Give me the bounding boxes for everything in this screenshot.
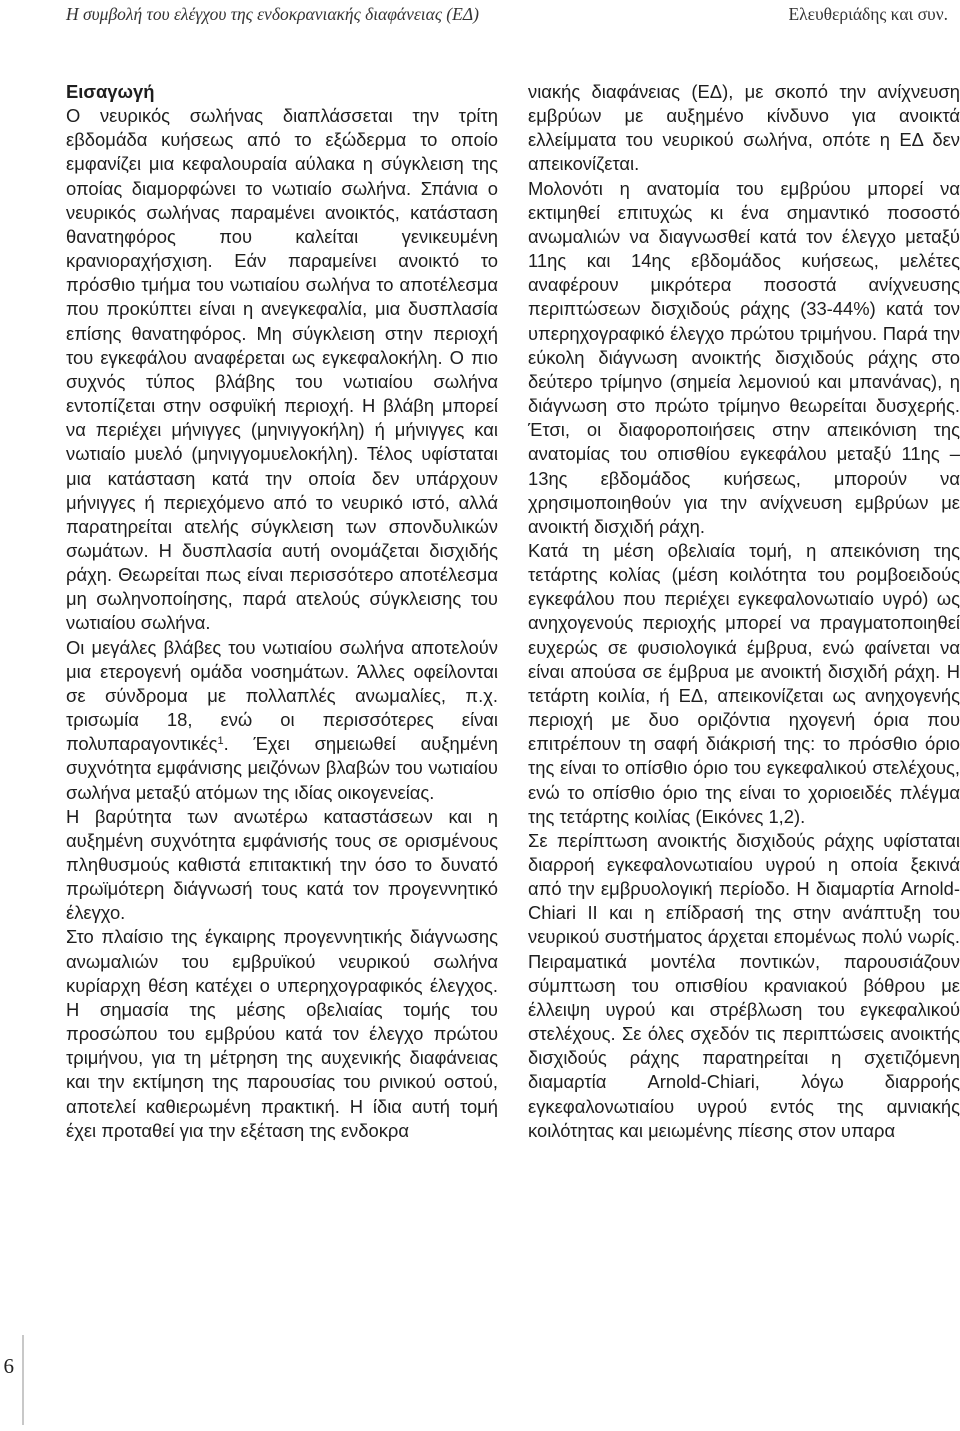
paragraph — [66, 636, 498, 805]
citation-superscript: 1 — [217, 735, 224, 748]
paragraph: Ο νευρικός σωλήνας διαπλάσσεται την τρίτη εβδομάδα κυήσεως από το εξώδερμα το οποίο εμφανίζει μια κεφαλουραία αύλακα η σύγκλειση της οποίας διαμορφώνει το νωτιαίο σωλήνα. Σπάνια ο νευρικός σωλήνας παραμένει ανοικτός, κατάσταση θανατηφόρος που καλείται γενικευμένη κρανιοραχήσχιση. Εάν παραμείνει ανοικτό το πρόσθιο τμήμα του νωτιαίου σωλήνα το αποτέλεσμα που προκύπτει είναι η ανεγκεφαλία, μια δυσπλασία επίσης θανατηφόρος. Μη σύγκλειση στην περιοχή του εγκεφάλου αναφέρεται ως εγκεφαλοκήλη. Ο πιο συχνός τύπος βλάβης του νωτιαίου σωλήνα εντοπίζεται στην οσφυϊκή περιοχή. Η βλάβη μπορεί να περιέχει μήνιγγες (μηνιγγοκήλη) ή μήνιγγες και νωτιαίο μυελό (μηνιγγομυελοκήλη). Τέλος υφίσταται μια κατάσταση κατά την οποία δεν υπάρχουν μήνιγγες ή περιεχόμενο από το νευρικό ιστό, αλλά παρατηρείται ατελής σύγκλειση των σπονδυλικών σωμάτων. Η δυσπλασία αυτή ονομάζεται δισχιδής ράχη. Θεωρείται πως είναι περισσότερο αποτέλεσμα μη σωληνοποίησης, παρά ατελούς σύγκλεισης του νωτιαίου σωλήνα. — [66, 105, 498, 634]
paragraph: Η βαρύτητα των ανωτέρω καταστάσεων και η αυξημένη συχνότητα εμφάνισής τους σε ορισμένους πληθυσμούς καθιστά επιτακτική την όσο το δυνατό πρωϊμότερη διάγνωσή τους κατά τον προγεννητικό έλεγχο. — [66, 805, 498, 924]
running-header-authors: Ελευθεριάδης και συν. — [788, 4, 948, 24]
paragraph-text: . Έχει σημειωθεί αυξημένη συχνότητα εμφάνισης μειζόνων βλαβών του νωτιαίου σωλήνα μεταξύ ατόμων της ιδίας οικογενείας. — [66, 733, 498, 803]
left-column — [66, 80, 498, 1143]
margin-rule — [22, 1335, 24, 1425]
paragraph: Μολονότι η ανατομία του εμβρύου μπορεί να εκτιμηθεί επιτυχώς κι ένα σημαντικό ποσοστό ανωμαλιών να διαγνωσθεί κατά τον έλεγχο μεταξύ 11ης και 14ης εβδομάδος κυήσεως, μελέτες αναφέρουν μικρότερα ποσοστά ανίχνευσης περιπτώσεων δισχιδούς ράχης (33-44%) κατά τον υπερηχογραφικό έλεγχο πρώτου τριμήνου. Παρά την εύκολη διάγνωση ανοικτής δισχιδούς ράχης στο δεύτερο τρίμηνο (σημεία λεμονιού και μπανάνας), η διάγνωση στο πρώτο τρίμηνο θεωρείται δυσχερής. Έτσι, οι διαφοροποιήσεις στην απεικόνιση της ανατομίας του οπισθίου εγκεφάλου μεταξύ 11ης – 13ης εβδομάδος κυήσεως, μπορούν να χρησιμοποιηθούν για την ανίχνευση εμβρύων με ανοικτή δισχιδή ράχη. — [528, 177, 960, 537]
paragraph: νιακής διαφάνειας (ΕΔ), με σκοπό την ανίχνευση εμβρύων με αυξημένο κίνδυνο για ανοικτά ελλείμματα του νευρικού σωλήνα, οπότε η ΕΔ δεν απεικονίζεται. — [528, 81, 960, 175]
paragraph: Σε περίπτωση ανοικτής δισχιδούς ράχης υφίσταται διαρροή εγκεφαλονωτιαίου υγρού η οποία ξεκινά από την εμβρυολογική περίοδο. Η διαμαρτία Arnold-Chiari II και η επίδρασή της στην ανάπτυξη του νευρικού συστήματος άρχεται επομένως πολύ νωρίς. Πειραματικά μοντέλα ποντικών, παρουσιάζουν σύμπτωση του οπισθίου κρανιακού βόθρου με έλλειψη υγρού και στρέβλωση του εγκεφαλικού στελέχους. Σε όλες σχεδόν τις περιπτώσεις ανοικτής δισχιδούς ράχης παρατηρείται η σχετιζόμενη διαμαρτία Arnold-Chiari, λόγω διαρροής εγκεφαλονωτιαίου υγρού εντός της αμνιακής κοιλότητας και μειωμένης πίεσης στον υπαρα — [528, 829, 960, 1141]
running-header-title: Η συμβολή του ελέγχου της ενδοκρανιακής διαφάνειας (ΕΔ) — [66, 4, 479, 24]
paragraph: Στο πλαίσιο της έγκαιρης προγεννητικής διάγνωσης ανωμαλιών του εμβρυϊκού νευρικού σωλήνα κυρίαρχη θέση κατέχει ο υπερηχογραφικός έλεγχος. Η σημασία της μέσης οβελιαίας τομής του προσώπου του εμβρύου κατά τον έλεγχο πρώτου τριμήνου, για τη μέτρηση της αυχενικής διαφάνειας και την εκτίμηση της παρουσίας του ρινικού οστού, αποτελεί καθιερωμένη πρακτική. Η ίδια αυτή τομή έχει προταθεί για την εξέταση της ενδοκρα — [66, 926, 498, 1141]
page-number: 6 — [3, 1354, 14, 1378]
paragraph: Κατά τη μέση οβελιαία τομή, η απεικόνιση της τετάρτης κολίας (μέση κοιλότητα του ρομβοειδούς εγκεφάλου που περιέχει εγκεφαλονωτιαίο υγρό) ως ανηχογενούς περιοχής μπορεί να πραγματοποιηθεί ευχερώς σε φυσιολογικά έμβρυα, ενώ φαίνεται να είναι απούσα σε έμβρυα με ανοικτή δισχιδή ράχη. Η τετάρτη κοιλία, ή ΕΔ, απεικονίζεται ως ανηχογενής περιοχή με δυο οριζόντια ηχογενή όρια που επιτρέπουν τη σαφή διάκρισή της: το πρόσθιο όριο της είναι το οπίσθιο όριο του εγκεφαλικού στελέχους, ενώ το οπίσθιο όριο της είναι το χοριοειδές πλέγμα της τετάρτης κοιλίας (Εικόνες 1,2). — [528, 539, 960, 827]
paragraph-text: Οι μεγάλες βλάβες του νωτιαίου σωλήνα αποτελούν μια ετερογενή ομάδα νοσημάτων. Άλλες οφείλονται σε σύνδρομα με πολλαπλές ανωμαλίες, π.χ. τρισωμία 18, ενώ οι περισσότερες είναι πολυπαραγοντικές — [66, 636, 498, 755]
right-column — [528, 80, 960, 1143]
running-header — [0, 4, 960, 28]
section-heading-introduction: Εισαγωγή — [66, 81, 155, 102]
